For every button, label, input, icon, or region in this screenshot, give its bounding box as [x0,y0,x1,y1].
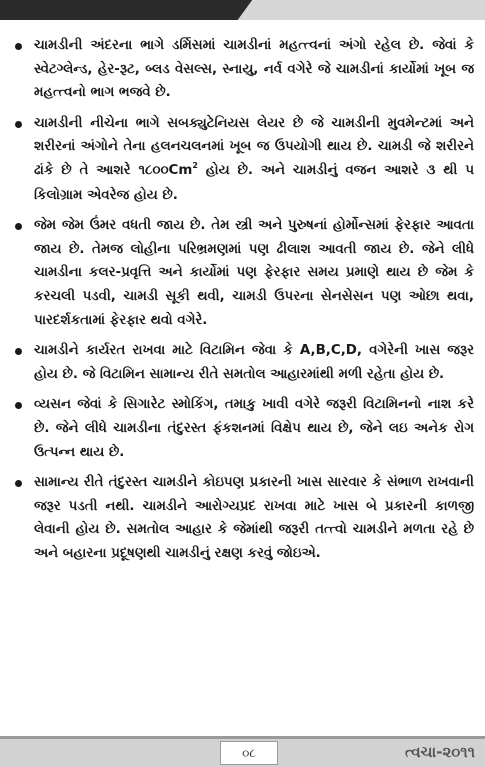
list-item [12,471,474,565]
list-item-text: સામાન્ય રીતે તંદુરસ્ત ચામડીને કોઇપણ પ્રકારની ખાસ સારવાર કે સંભાળ રાખવાની જરૂર પડતી નથી. ચામડીને આરોગ્યપ્રદ રાખવા માટે ખાસ બે પ્રકારની કાળજી લેવાની હોય છે. સમતોલ આહાર કે જેમાંથી જરૂરી તત્ત્વો ચામડીને મળતા રહે છે અને બહારના પ્રદૂષણથી ચામડીનું રક્ષણ કરવું જોઇએ. [34,475,475,561]
list-item-text-after: હોય છે. અને ચામડીનું વજન આશરે ૩ થી ૫ કિલોગ્રામ એવરેજ હોય છે. [34,162,474,203]
list-item-text-before: ચામડીની નીચેના ભાગે સબક્યુટેનિયસ લેયર છે જે ચામડીની મુવમેન્ટમાં અને શરીરનાં અંગોને તેના હલનચલનમાં ખૂબ જ ઉપયોગી થાય છે. ચામડી જે શરીરને ઢાંકે છે તે આશરે ૧૮૦૦Cm [34,115,474,178]
list-item-text: જેમ જેમ ઉંમર વધતી જાય છે. તેમ સ્ત્રી અને પુરુષનાં હોર્મોન્સમાં ફેરફાર આવતા જાય છે. તેમજ લોહીના પરિભ્રમણમાં પણ ઢીલાશ આવતી જાય છે. જેને લીધે ચામડીના કલર-પ્રવૃત્તિ અને કાર્યોમાં પણ ફેરફાર સમય પ્રમાણે થાય છે જેમ કે કરચલી પડવી, ચામડી સૂકી થવી, ચામડી ઉપરના સેનસેસન પણ ઓછા થવા, પારદર્શકતામાં ફેરફાર થવો વગેરે. [34,218,474,328]
footer-divider [0,736,485,739]
bullet-icon [15,121,22,128]
list-item-text: ચામડીની અંદરના ભાગે ડર્મિસમાં ચામડીનાં મહત્ત્વનાં અંગો રહેલ છે. જેવાં કે સ્વેટગ્લેન્ડ, હેર-રૂટ, બ્લડ વેસલ્સ, સ્નાયુ, નર્વ વગેરે જે ચામડીનાં કાર્યોમાં ખૂબ જ મહત્ત્વનો ભાગ ભજવે છે. [34,38,474,101]
bullet-icon [15,43,22,50]
bullet-icon [15,402,22,409]
bullet-icon [15,348,22,355]
superscript: 2 [192,160,198,170]
list-item-text: ચામડીને કાર્યરત રાખવા માટે વિટામિન જેવા કે A,B,C,D, વગેરેની ખાસ જરૂર હોય છે. જે વિટામિન સામાન્ય રીતે સમતોલ આહારમાંથી મળી રહેતા હોય છે. [34,343,474,382]
page-number: ૦૮ [220,741,278,765]
list-item [12,214,474,332]
list-item [12,112,474,207]
bullet-icon [15,480,22,487]
list-item-text: વ્યસન જેવાં કે સિગારેટ સ્મોકિંગ, તમાકુ ખાવી વગેરે જરૂરી વિટામિનનો નાશ કરે છે. જેને લીધે ચામડીના તંદુરસ્ત ફંકશનમાં વિક્ષેપ થાય છે, જેને લઇ અનેક રોગ ઉત્પન્ન થાય છે. [34,397,474,460]
list-item [12,339,474,386]
footer-title: ત્વચા-૨૦૧૧ [404,743,475,761]
bullet-icon [15,223,22,230]
article-body [12,34,474,572]
bullet-list [12,34,474,565]
list-item [12,34,474,105]
list-item [12,393,474,464]
